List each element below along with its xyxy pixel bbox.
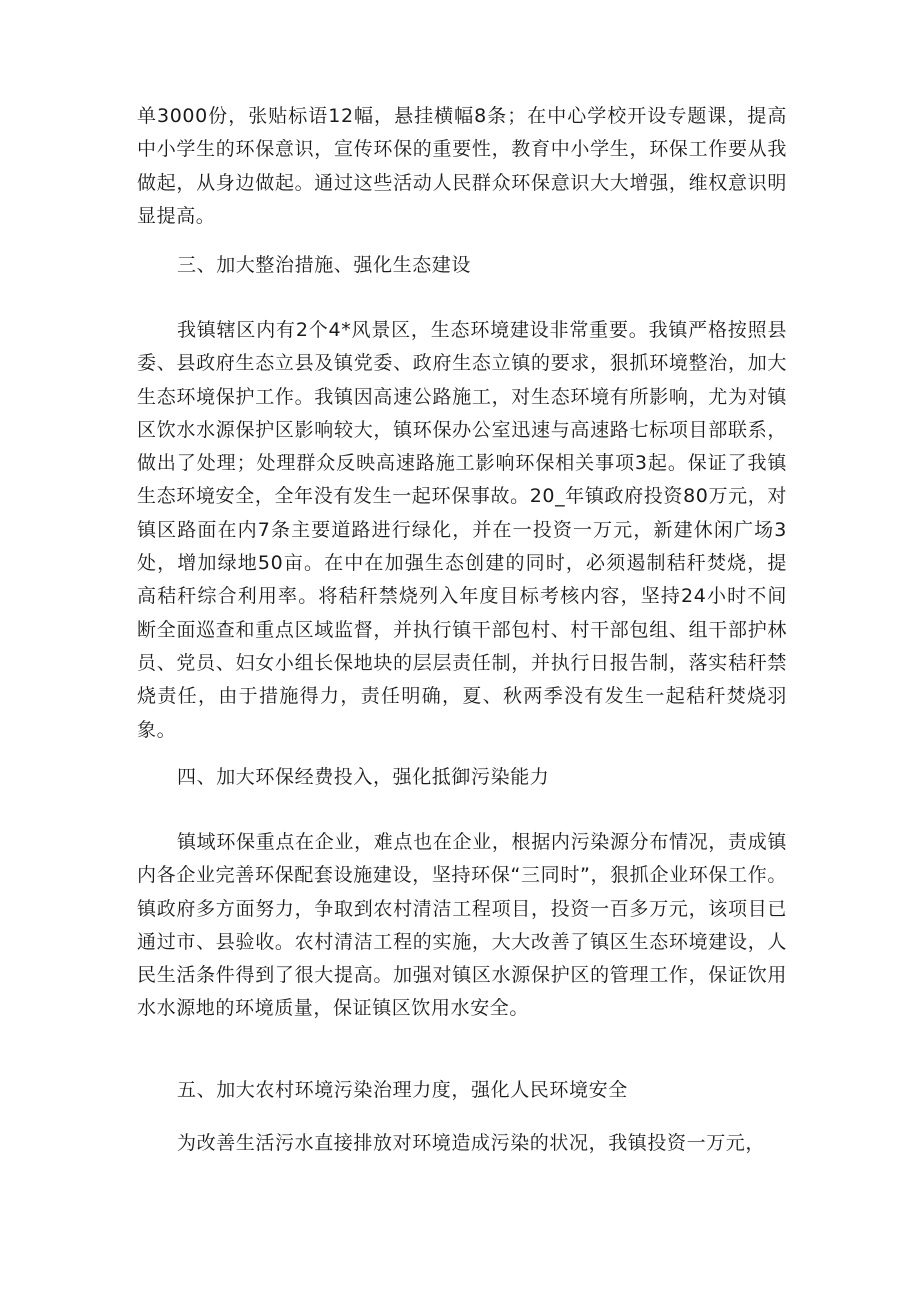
paragraph-sewage-treatment: 为改善生活污水直接排放对环境造成污染的状况，我镇投资一万元， xyxy=(177,1132,766,1154)
paragraph-ecological-construction: 我镇辖区内有2个4*风景区，生态环境建设非常重要。我镇严格按照县委、县政府生态立县及镇党委、政府生态立镇的要求，狠抓环境整治，加大生态环境保护工作。我镇因高速公路施工，对生态环境有所影响，尤为对镇区饮水水源保护区影响较大，镇环保办公室迅速与高速路七标项目部联系，做出了处理；处理群众反映高速路施工影响环保相关事项3起。保证了我镇生态环境安全，全年没有发生一起环保事故。20_年镇政府投资80万元，对镇区路面在内7条主要道路进行绿化，并在一投资一万元，新建休闲广场3处，增加绿地50亩。在中在加强生态创建的同时，必须遏制秸秆焚烧，提高秸秆综合利用率。将秸秆禁烧列入年度目标考核内容，坚持24小时不间断全面巡查和重点区域监督，并执行镇干部包村、村干部包组、组干部护林员、党员、妇女小组长保地块的层层责任制，并执行日报告制，落实秸秆禁烧责任，由于措施得力，责任明确，夏、秋两季没有发生一起秸秆焚烧羽象。 xyxy=(137,319,787,741)
paragraph-publicity-results: 单3000份，张贴标语12幅，悬挂横幅8条；在中心学校开设专题课，提高中小学生的环保意识，宣传环保的重要性，教育中小学生，环保工作要从我做起，从身边做起。通过这些活动人民群众环保意识大大增强，维权意识明显提高。 xyxy=(137,105,787,227)
section-heading-4: 四、加大环保经费投入，强化抵御污染能力 xyxy=(177,766,550,788)
paragraph-enterprise-environmental: 镇域环保重点在企业，难点也在企业，根据内污染源分布情况，责成镇内各企业完善环保配套设施建设，坚持环保“三同时”，狠抓企业环保工作。镇政府多方面努力，争取到农村清洁工程项目，投资一百多万元，该项目已通过市、县验收。农村清洁工程的实施，大大改善了镇区生态环境建设，人民生活条件得到了很大提高。加强对镇区水源保护区的管理工作，保证饮用水水源地的环境质量，保证镇区饮用水安全。 xyxy=(137,831,787,1020)
section-heading-3: 三、加大整治措施、强化生态建设 xyxy=(177,254,472,276)
section-heading-5: 五、加大农村环境污染治理力度，强化人民环境安全 xyxy=(177,1079,628,1101)
